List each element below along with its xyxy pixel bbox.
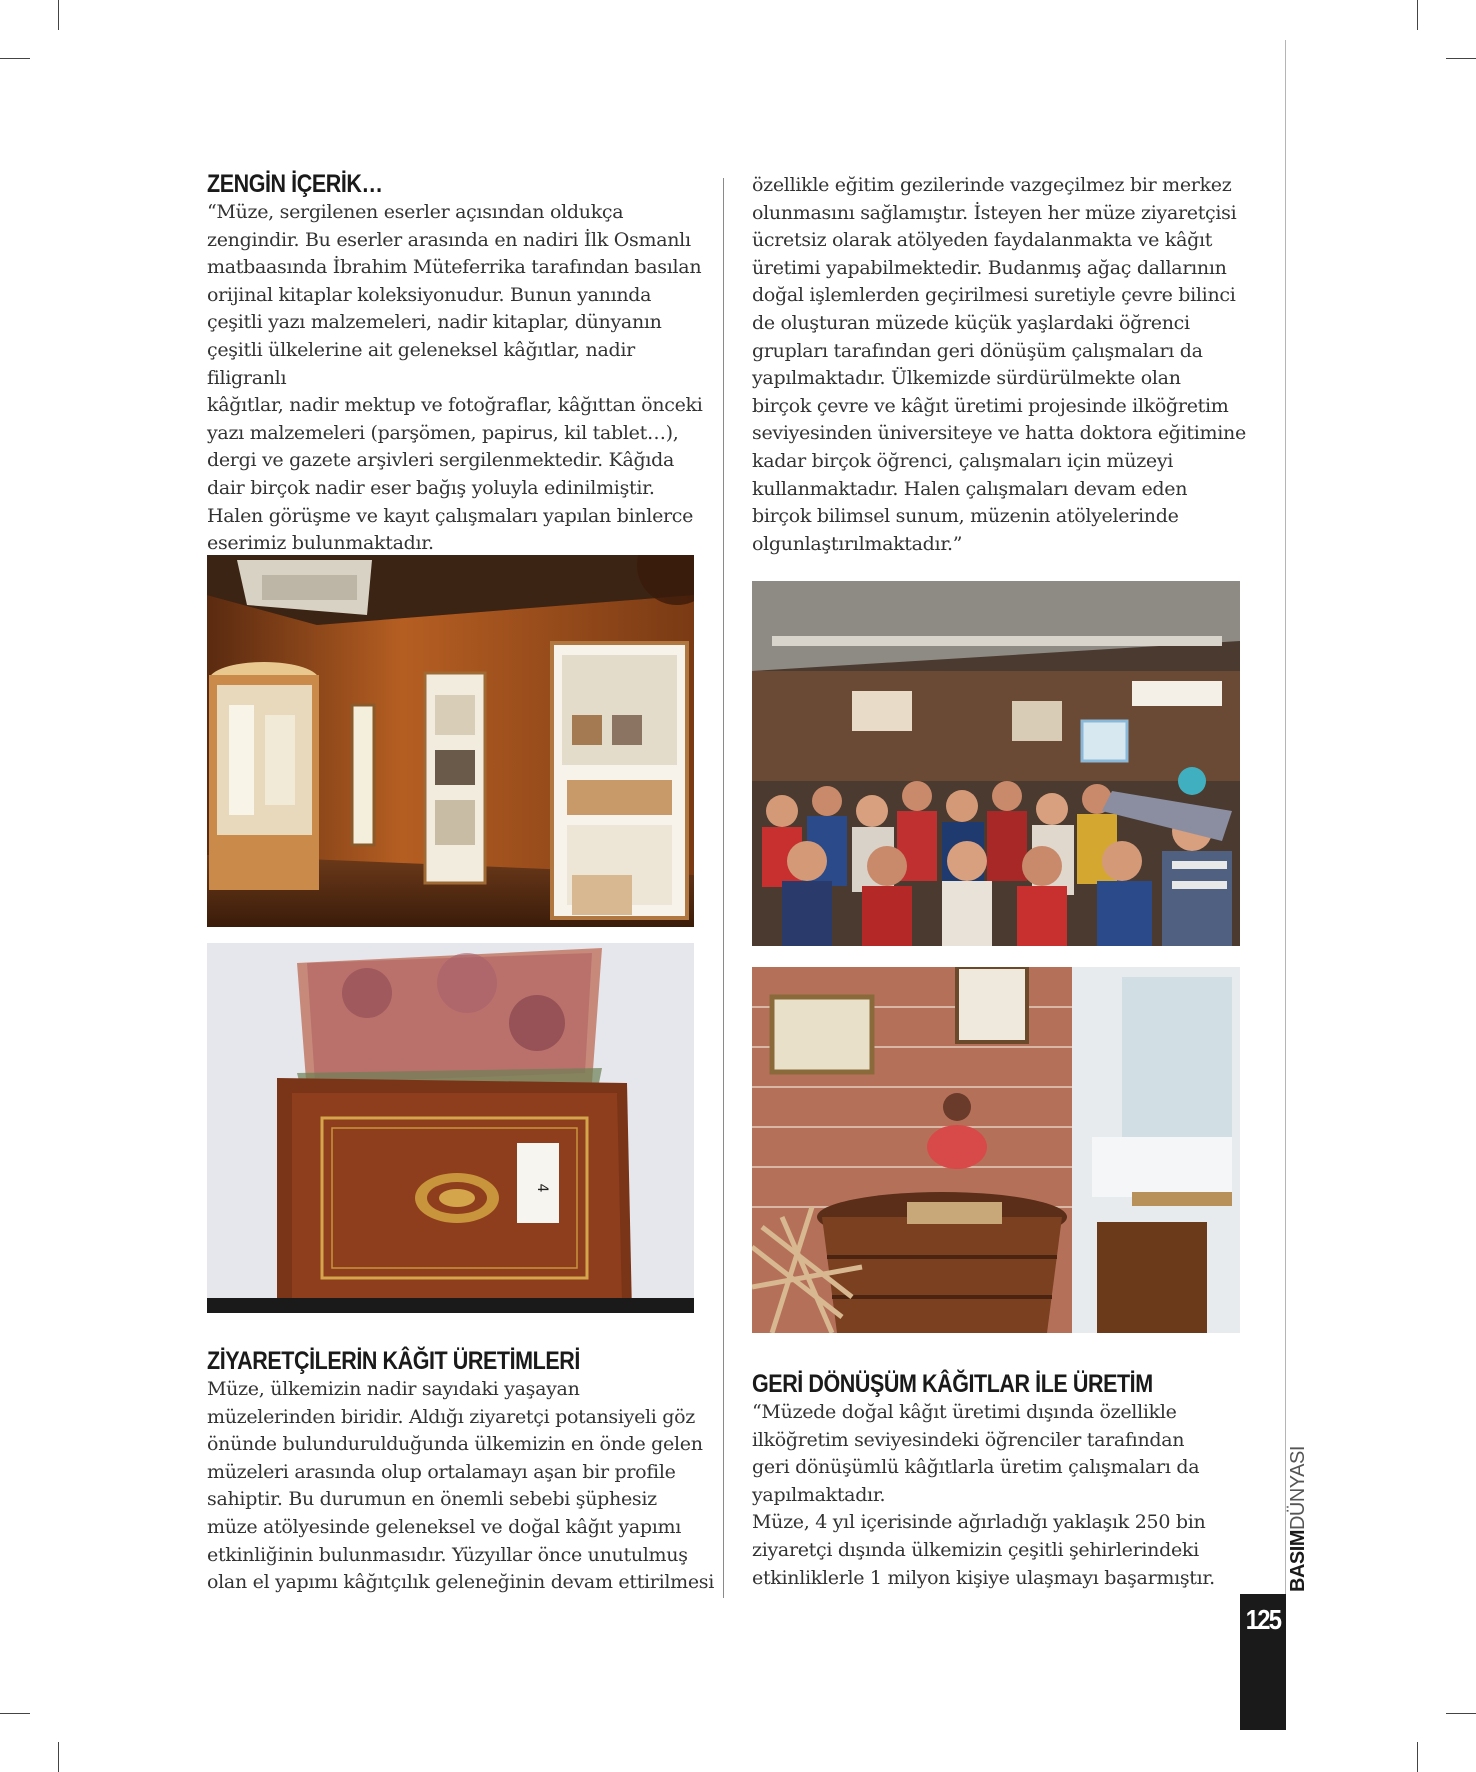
crop-mark [0, 1713, 30, 1714]
text-line: olunmasını sağlamıştır. İsteyen her müze ziyaretçisi [752, 201, 1237, 224]
text-line: çeşitli ülkelerine ait geleneksel kâğıtlar, nadir filigranlı [207, 338, 635, 389]
text-line: yazı malzemeleri (parşömen, papirus, kil tablet…), [207, 421, 679, 444]
text-line: dergi ve gazete arşivleri sergilenmektedir. Kâğıda [207, 449, 675, 472]
text-line: etkinliklerle 1 milyon kişiye ulaşmayı başarmıştır. [752, 1566, 1215, 1589]
crop-mark [58, 0, 59, 30]
text-line: etkinliğinin bulunmasıdır. Yüzyıllar önce unutulmuş [207, 1543, 688, 1566]
magazine-name-light: DÜNYASI [1287, 1446, 1309, 1531]
antique-book-illustration [207, 943, 694, 1313]
magazine-name-bold: BASIM [1287, 1530, 1309, 1592]
text-line: Müze, ülkemizin nadir sayıdaki yaşayan [207, 1378, 580, 1400]
text-line: müzelerinden biridir. Aldığı ziyaretçi potansiyeli göz [207, 1405, 696, 1428]
section-heading: ZİYARETÇİLERİN KÂĞIT ÜRETİMLERİ [207, 1347, 580, 1375]
text-line: kadar birçok öğrenci, çalışmaları için müzeyi [752, 449, 1174, 472]
text-line: “Müze, sergilenen eserler açısından oldukça [207, 201, 624, 223]
text-line: müzeleri arasında olup ortalamayı aşan bir profile [207, 1460, 676, 1483]
text-line: matbaasında İbrahim Müteferrika tarafından basılan [207, 256, 702, 279]
text-line: özellikle eğitim gezilerinde vazgeçilmez bir merkez [752, 174, 1232, 196]
text-line: ücretsiz olarak atölyeden faydalanmakta ve kâğıt [752, 229, 1213, 252]
antique-book-photo [207, 943, 694, 1313]
paper-making-illustration [752, 967, 1240, 1333]
text-line: de oluşturan müzede küçük yaşlardaki öğrenci [752, 311, 1190, 334]
section-zengin-icerik [207, 170, 707, 558]
text-line: kâğıtlar, nadir mektup ve fotoğraflar, kâğıttan önceki [207, 394, 703, 417]
text-line: Müze, 4 yıl içerisinde ağırladığı yaklaşık 250 bin [752, 1511, 1206, 1534]
text-line: sahiptir. Bu durumun en önemli sebebi şüphesiz [207, 1488, 657, 1511]
text-line: çeşitli yazı malzemeleri, nadir kitaplar, dünyanın [207, 311, 662, 334]
section-ziyaretcilerin-kagit-uretimleri [207, 1347, 727, 1597]
section-body [752, 1399, 1272, 1592]
text-line: üretimi yapabilmektedir. Budanmış ağaç dallarının [752, 256, 1227, 279]
crop-mark [58, 1742, 59, 1772]
text-line: müze atölyesinde geleneksel ve doğal kâğıt yapımı [207, 1515, 682, 1538]
text-line: orijinal kitaplar koleksiyonudur. Bunun yanında [207, 283, 652, 306]
crop-mark [1417, 1742, 1418, 1772]
text-line: olan el yapımı kâğıtçılık geleneğinin devam ettirilmesi [207, 1571, 715, 1594]
section-continued-text [752, 172, 1272, 558]
crop-mark [1417, 0, 1418, 30]
section-geri-donusum [752, 1370, 1272, 1592]
museum-hall-photo [207, 555, 694, 927]
text-line: zengindir. Bu eserler arasında en nadiri İlk Osmanlı [207, 228, 691, 251]
museum-hall-illustration [207, 555, 694, 927]
crop-mark [1446, 1713, 1476, 1714]
text-line: yapılmaktadır. Ülkemizde sürdürülmekte olan [752, 367, 1181, 390]
text-line: “Müzede doğal kâğıt üretimi dışında özellikle [752, 1401, 1177, 1423]
magazine-name [1287, 1446, 1317, 1592]
text-line: grupları tarafından geri dönüşüm çalışmaları da [752, 339, 1203, 362]
section-body [207, 199, 707, 558]
book-label-number: 4 [534, 1183, 550, 1193]
page-edge-line [1285, 40, 1286, 1730]
text-line: doğal işlemlerden geçirilmesi suretiyle çevre bilinci [752, 284, 1236, 307]
text-line: Halen görüşme ve kayıt çalışmaları yapılan binlerce [207, 504, 694, 527]
crop-mark [0, 58, 30, 59]
section-heading: GERİ DÖNÜŞÜM KÂĞITLAR İLE ÜRETİM [752, 1370, 1153, 1398]
paper-making-photo [752, 967, 1240, 1333]
children-group-photo [752, 581, 1240, 946]
text-line: önünde bulundurulduğunda ülkemizin en önde gelen [207, 1433, 703, 1456]
text-line: kullanmaktadır. Halen çalışmaları devam eden [752, 477, 1188, 500]
text-line: birçok bilimsel sunum, müzenin atölyelerinde [752, 505, 1179, 528]
section-heading: ZENGİN İÇERİK… [207, 170, 383, 198]
text-line: dair birçok nadir eser bağış yoluyla edinilmiştir. [207, 476, 655, 499]
crop-mark [1446, 58, 1476, 59]
text-line: ziyaretçi dışında ülkemizin çeşitli şehirlerindeki [752, 1538, 1199, 1561]
text-line: seviyesinden üniversiteye ve hatta doktora eğitimine [752, 422, 1246, 445]
text-line: birçok çevre ve kâğıt üretimi projesinde ilköğretim [752, 394, 1229, 417]
section-body [752, 172, 1272, 558]
text-line: eserimiz bulunmaktadır. [207, 532, 434, 555]
children-group-illustration [752, 581, 1240, 946]
text-line: yapılmaktadır. [752, 1483, 886, 1506]
text-line: ilköğretim seviyesindeki öğrenciler tarafından [752, 1428, 1185, 1451]
section-body [207, 1376, 727, 1597]
text-line: olgunlaştırılmaktadır.” [752, 532, 963, 555]
text-line: geri dönüşümlü kâğıtlarla üretim çalışmaları da [752, 1456, 1200, 1479]
page-number: 125 [1245, 1604, 1281, 1635]
